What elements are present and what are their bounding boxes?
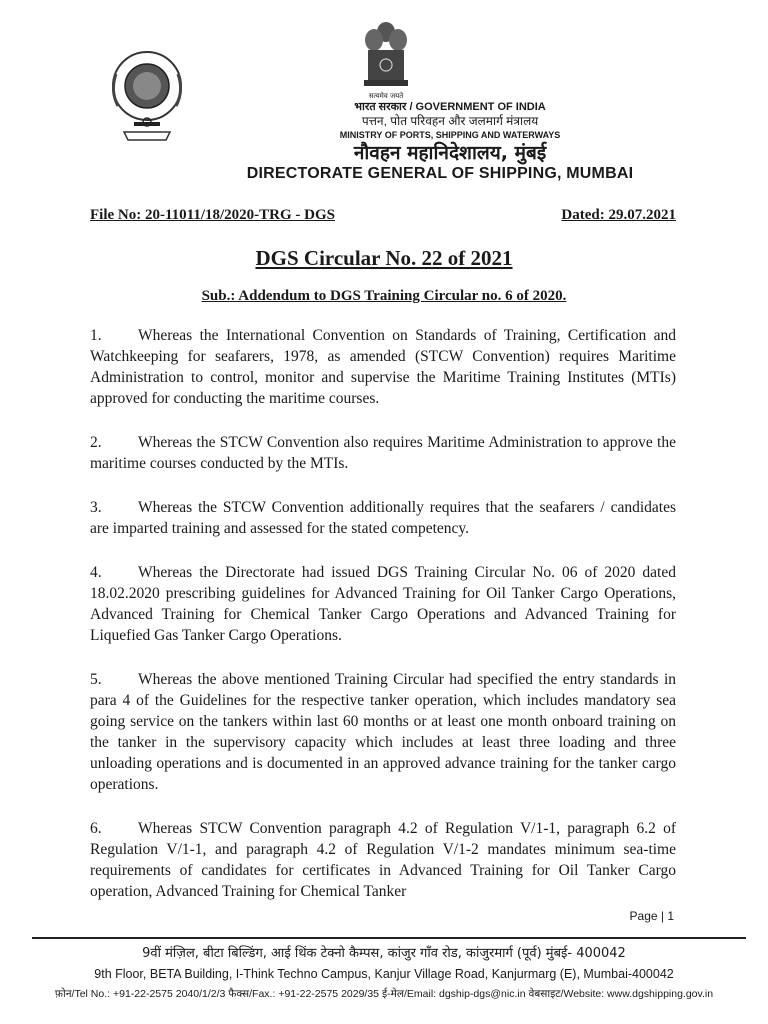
paragraph-text: Whereas the STCW Convention also requires Maritime Administration to approve the maritime courses conducted by the MTIs. <box>90 434 676 472</box>
paragraph-number: 2. <box>90 434 102 451</box>
paragraph <box>90 432 676 474</box>
directorate-hindi: नौवहन महानिदेशालय, मुंबई <box>353 142 547 164</box>
paragraph-number: 3. <box>90 499 102 516</box>
paragraph <box>90 669 676 795</box>
paragraph-text: Whereas the International Convention on Standards of Training, Certification and Watchkeeping for seafarers, 1978, as amended (STCW Convention) requires Maritime Administration to control, monitor and supervise the Maritime Training Institutes (MTIs) approved for conducting the maritime courses. <box>90 327 676 407</box>
footer-address-hindi: 9वीं मंज़िल, बीटा बिल्डिंग, आई थिंक टेक्नो कैम्पस, कांजुर गाँव रोड, कांजुरमार्ग (पूर्व) मुंबई- 400042 <box>142 946 626 961</box>
paragraph <box>90 562 676 646</box>
ministry-english: MINISTRY OF PORTS, SHIPPING AND WATERWAYS <box>339 130 561 140</box>
paragraph-number: 4. <box>90 564 102 581</box>
paragraph-number: 6. <box>90 820 102 837</box>
directorate-english: DIRECTORATE GENERAL OF SHIPPING, MUMBAI <box>246 165 634 182</box>
paragraph <box>90 325 676 409</box>
paragraph-number: 5. <box>90 671 102 688</box>
paragraph <box>90 818 676 902</box>
footer-address-english: 9th Floor, BETA Building, I-Think Techno Campus, Kanjur Village Road, Kanjurmarg (E), Mumbai-400042 <box>94 967 674 981</box>
paragraph-text: Whereas the above mentioned Training Circular had specified the entry standards in para 4 of the Guidelines for the respective tanker operation, which includes mandatory sea going service on the tankers within last 60 months or at least one month onboard training on the tanker in the supervisory capacity which includes at least three loading and three unloading operations and is documented in an approved advance training for the tanker cargo operations. <box>90 671 676 793</box>
page-number: Page | 1 <box>629 909 674 923</box>
footer-divider <box>32 937 746 939</box>
paragraph-text: Whereas the STCW Convention additionally requires that the seafarers / candidates are imparted training and assessed for the stated competency. <box>90 499 676 537</box>
footer-contact: फ़ोन/Tel No.: +91-22-2575 2040/1/2/3 फैक्स/Fax.: +91-22-2575 2029/35 ई-मेल/Email: dgship-dgs@nic.in वेबसाइट/Website: www.dgshipping.gov.in <box>54 988 714 1000</box>
govt-of-india: भारत सरकार / GOVERNMENT OF INDIA <box>354 101 546 113</box>
emblem-motto: सत्यमेव जयते <box>368 92 404 100</box>
footer <box>0 944 768 1004</box>
date: Dated: 29.07.2021 <box>561 207 676 223</box>
paragraph-number: 1. <box>90 327 102 344</box>
subject-line: Sub.: Addendum to DGS Training Circular no. 6 of 2020. <box>201 288 567 304</box>
ministry-hindi: पत्तन, पोत परिवहन और जलमार्ग मंत्रालय <box>361 114 539 128</box>
circular-title: DGS Circular No. 22 of 2021 <box>255 246 513 270</box>
file-number: File No: 20-11011/18/2020-TRG - DGS <box>90 207 335 223</box>
paragraph <box>90 497 676 539</box>
paragraph-text: Whereas STCW Convention paragraph 4.2 of Regulation V/1-1, paragraph 6.2 of Regulation V/1-1, and paragraph 4.2 of Regulation V/1-2 mandates minimum sea-time requirements of candidates for certificates in Advanced Training for Oil Tanker Cargo operation, Advanced Training for Chemical Tanker <box>90 820 676 900</box>
file-date-row <box>90 207 676 224</box>
circular-body <box>90 325 676 925</box>
letterhead <box>140 100 640 184</box>
paragraph-text: Whereas the Directorate had issued DGS Training Circular No. 06 of 2020 dated 18.02.2020 prescribing guidelines for Advanced Training for Oil Tanker Cargo Operations, Advanced Training for Chemical Tanker Cargo Operations and Advanced Training for Liquefied Gas Tanker Cargo Operations. <box>90 564 676 644</box>
national-emblem <box>360 18 412 100</box>
